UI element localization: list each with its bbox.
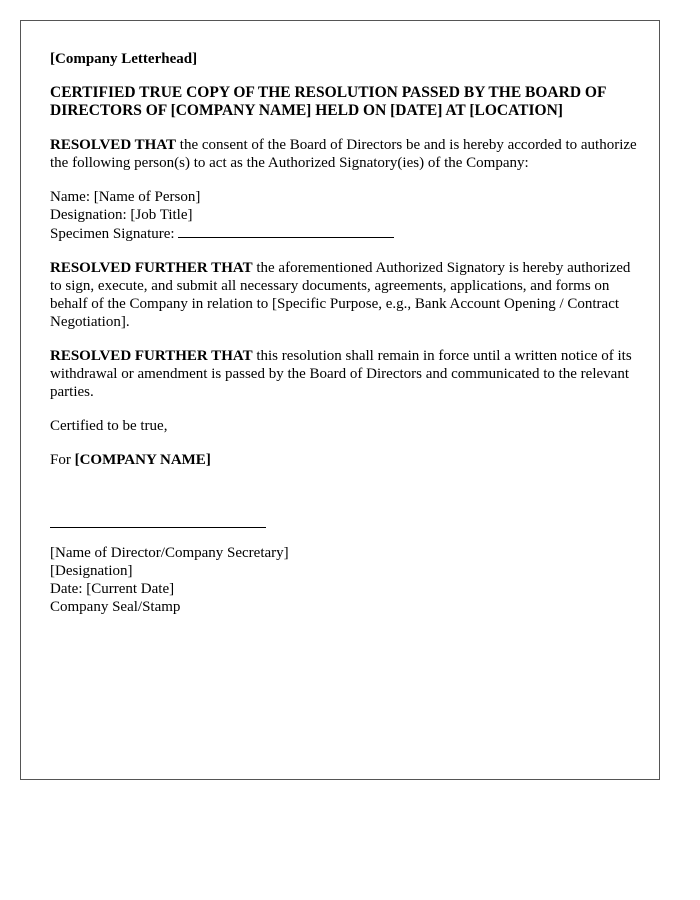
signatory-details [50,188,640,243]
for-prefix: For [50,452,75,468]
resolution-3-text: this resolution shall remain in force until a written notice of its withdrawal or amendment is passed by the Board of Directors and communicated to the relevant parties. [50,348,632,400]
document-page [20,20,660,780]
resolution-2-text: the aforementioned Authorized Signatory is hereby authorized to sign, execute, and submit all necessary documents, agreements, applications, and forms on behalf of the Company in relation to [Specific Purpose, e.g., Bank Account Opening / Contract Negotiation]. [50,260,631,330]
specimen-signature-label: Specimen Signature: [50,226,179,242]
director-designation: [Designation] [50,563,133,579]
resolution-1 [50,136,640,172]
for-company-name: [COMPANY NAME] [74,452,211,468]
resolution-2 [50,259,640,331]
signatory-designation: Designation: [Job Title] [50,207,193,223]
document-title: CERTIFIED TRUE COPY OF THE RESOLUTION PASSED BY THE BOARD OF DIRECTORS OF [COMPANY NAME] HELD ON [DATE] AT [LOCATION] [50,84,606,119]
director-name: [Name of Director/Company Secretary] [50,545,289,561]
certification-date: Date: [Current Date] [50,581,175,597]
specimen-signature-row [50,224,640,243]
signatory-name: Name: [Name of Person] [50,189,201,205]
resolution-1-lead: RESOLVED THAT [50,137,177,153]
for-company-line [50,451,640,469]
director-signatory-block [50,544,640,616]
resolution-3 [50,347,640,401]
document-content [50,50,640,616]
resolution-1-text: the consent of the Board of Directors be and is hereby accorded to authorize the following person(s) to act as the Authorized Signatory(ies) of the Company: [50,137,637,171]
resolution-2-lead: RESOLVED FURTHER THAT [50,260,253,276]
resolution-3-lead: RESOLVED FURTHER THAT [50,348,253,364]
director-signature-line [50,527,266,528]
certified-statement: Certified to be true, [50,418,168,434]
company-letterhead: [Company Letterhead] [50,51,198,67]
company-seal: Company Seal/Stamp [50,599,181,615]
specimen-signature-blank [178,224,394,238]
